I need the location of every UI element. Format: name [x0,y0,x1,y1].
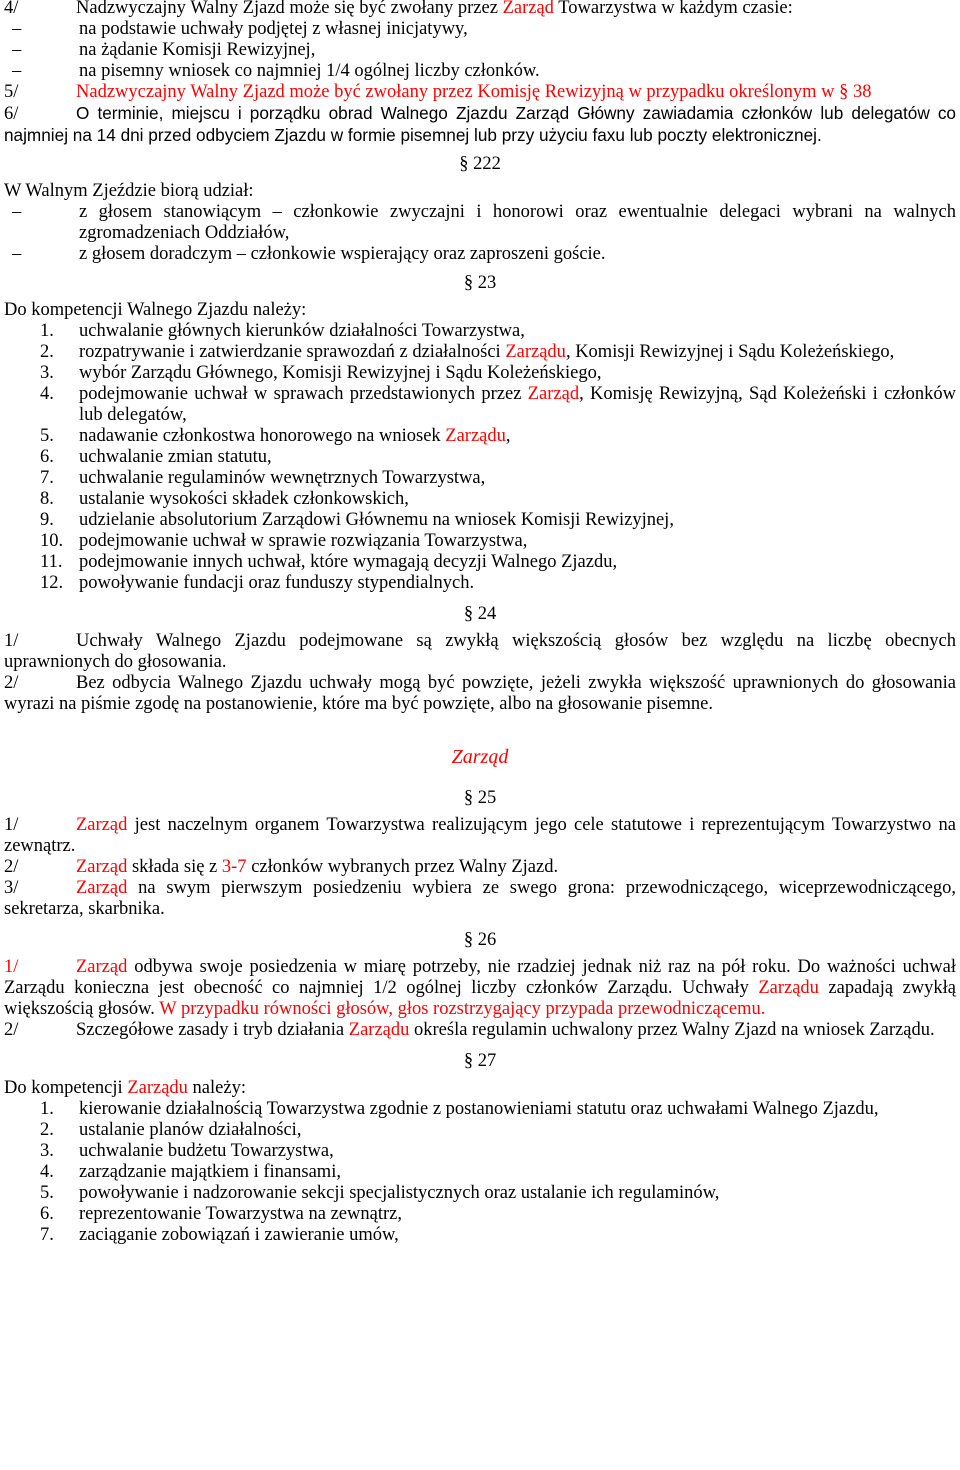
item-number: 7. [40,468,54,488]
item-text: wybór Zarządu Głównego, Komisji Rewizyjnej i Sądu Koleżeńskiego, [79,363,602,383]
list-item [4,426,956,447]
item-text: nadawanie członkostwa honorowego na wniosek [79,426,441,446]
list-item [4,384,956,426]
section-heading: § 26 [463,930,497,950]
list-item [4,1141,956,1162]
section-sign-icon: § [839,82,849,102]
paragraph-6: 6/ O terminie, miejscu i porządku obrad Walnego Zjazdu Zarząd Główny zawiadamia członków lub delegatów co najmniej na 14 dni przed odbyciem Zjazdu w formie pisemnej lub przy użyciu faxu lub poczty elektronicznej. [4,103,956,145]
item-red-text: Zarządu [445,426,506,446]
item-number: 2. [40,1120,54,1140]
item-text: reprezentowanie Towarzystwa na zewnątrz, [79,1204,402,1224]
item-text: zarządzanie majątkiem i finansami, [79,1162,341,1182]
item-text: powoływanie fundacji oraz funduszy stypendialnych. [79,573,475,593]
list-item [4,489,956,510]
item-text: rozpatrywanie i zatwierdzanie sprawozdań z działalności [79,342,501,362]
list-item [4,573,956,594]
item-number: 6. [40,1204,54,1224]
list-item [4,510,956,531]
section-sign-icon: § [463,930,474,950]
item-number: 1. [40,1099,54,1119]
list-item: – na podstawie uchwały podjętej z własnej inicjatywy, [12,19,468,39]
paragraph-4: 4/ Nadzwyczajny Walny Zjazd może się być zwołany przez Zarząd Towarzystwa w każdym czasie: [4,0,793,18]
item-text: ustalanie planów działalności, [79,1120,302,1140]
list-item: – z głosem stanowiącym – członkowie zwyczajni i honorowi oraz ewentualnie delegaci wybrani na walnych zgromadzeniach Oddziałów, [12,202,956,243]
item-number: 4. [40,1162,54,1182]
list-item [4,531,956,552]
paragraph: 2/ Bez odbycia Walnego Zjazdu uchwały mogą być powzięte, jeżeli zwykła większość uprawnionych do głosowania wyrazi na piśmie zgodę na postanowienie, które ma być powzięte, albo na głosowanie pisemne. [4,673,956,714]
section-intro: W Walnym Zjeździe biorą udział: [4,181,254,201]
section-sign-icon: § [463,1051,474,1071]
list-item [4,342,956,363]
item-red-text: Zarządu [505,342,566,362]
list-item [4,363,956,384]
list-item [4,1120,956,1141]
list-item [4,321,956,342]
section-heading: § 27 [463,1051,497,1071]
paragraph: 1/ Zarząd odbywa swoje posiedzenia w miarę potrzeby, nie rzadziej jednak niż raz na pół roku. Do ważności uchwał Zarządu konieczna jest obecność co najmniej 1/2 ogólnej liczby członków Zarządu. Uchwały Zarządu zapadają zwykłą większością głosów. W przypadku równości głosów, głos rozstrzygający przypada przewodniczącemu. [4,957,957,1019]
list-item [4,1225,956,1246]
list-item [4,1183,956,1204]
paragraph: 1/ Zarząd jest naczelnym organem Towarzystwa realizującym jego cele statutowe i reprezentującym Towarzystwo na zewnątrz. [4,815,957,856]
list-item: – z głosem doradczym – członkowie wspierający oraz zaproszeni goście. [12,244,606,264]
list-item [4,1099,956,1120]
item-number: 6. [40,447,54,467]
paragraph: 2/ Szczegółowe zasady i tryb działania Zarządu określa regulamin uchwalony przez Walny Zjazd na wniosek Zarządu. [4,1020,935,1040]
item-text: ustalanie wysokości składek członkowskich, [79,489,409,509]
item-text: kierowanie działalnością Towarzystwa zgodnie z postanowieniami statutu oraz uchwałami Walnego Zjazdu, [79,1099,879,1119]
item-number: 2. [40,342,54,362]
chapter-title: Zarząd [451,746,509,768]
item-number: 11. [40,552,63,572]
competence-list [4,321,956,594]
red-text: Zarząd [502,0,554,18]
section-heading: § 25 [463,788,497,808]
paragraph: 2/ Zarząd składa się z 3-7 członków wybranych przez Walny Zjazd. [4,857,559,877]
item-number: 3. [40,363,54,383]
paragraph: 3/ Zarząd na swym pierwszym posiedzeniu wybiera ze swego grona: przewodniczącego, wiceprzewodniczącego, sekretarza, skarbnika. [4,878,957,919]
list-item [4,1162,956,1183]
item-text: uchwalanie zmian statutu, [79,447,272,467]
item-text-tail: , Komisji Rewizyjnej i Sądu Koleżeńskiego, [565,342,895,362]
item-number: 12. [40,573,64,593]
item-text: uchwalanie budżetu Towarzystwa, [79,1141,334,1161]
section-heading: § 222 [459,154,501,174]
section-sign-icon: § [463,273,474,293]
item-number: 9. [40,510,54,530]
section-sign-icon: § [463,788,474,808]
item-number: 7. [40,1225,54,1245]
item-text: podejmowanie uchwał w sprawach przedstawionych przez [79,384,522,404]
section-heading: § 24 [463,604,497,624]
section-sign-icon: § [459,154,469,174]
section-heading: § 23 [463,273,497,293]
item-number: 1. [40,321,54,341]
list-item [4,1204,956,1225]
item-text: podejmowanie innych uchwał, które wymagają decyzji Walnego Zjazdu, [79,552,618,572]
paragraph-5: 5/ Nadzwyczajny Walny Zjazd może być zwołany przez Komisję Rewizyjną w przypadku określonym w § 38 [4,82,872,102]
paragraph-number: 5/ [4,82,19,102]
item-number: 5. [40,426,54,446]
section-sign-icon: § [463,604,474,624]
item-text: powoływanie i nadzorowanie sekcji specjalistycznych oraz ustalanie ich regulaminów, [79,1183,720,1203]
item-text-tail: , Komisję Rewizyjną, Sąd Koleżeński i członków lub delegatów, [79,384,956,425]
paragraph-number: 6/ [4,104,19,124]
item-text: zaciąganie zobowiązań i zawieranie umów, [79,1225,399,1245]
item-text: uchwalanie głównych kierunków działalności Towarzystwa, [79,321,525,341]
list-item: – na żądanie Komisji Rewizyjnej, [12,40,316,60]
section-intro: Do kompetencji Walnego Zjazdu należy: [4,300,307,320]
paragraph: 1/ Uchwały Walnego Zjazdu podejmowane są zwykłą większością głosów bez względu na liczbę obecnych uprawnionych do głosowania. [4,631,956,672]
item-number: 3. [40,1141,54,1161]
list-item [4,552,956,573]
list-item [4,468,956,489]
competence-list [4,1099,956,1246]
list-item: – na pisemny wniosek co najmniej 1/4 ogólnej liczby członków. [12,61,540,81]
item-text: udzielanie absolutorium Zarządowi Głównemu na wniosek Komisji Rewizyjnej, [79,510,674,530]
item-text-tail: , [505,426,511,446]
item-number: 8. [40,489,54,509]
item-number: 5. [40,1183,54,1203]
list-item [4,447,956,468]
item-text: uchwalanie regulaminów wewnętrznych Towarzystwa, [79,468,486,488]
item-number: 4. [40,384,54,404]
paragraph-number: 4/ [4,0,19,18]
item-text: podejmowanie uchwał w sprawie rozwiązania Towarzystwa, [79,531,528,551]
item-red-text: Zarząd [527,384,580,404]
section-intro: Do kompetencji Zarządu należy: [4,1078,246,1098]
item-number: 10. [40,531,64,551]
